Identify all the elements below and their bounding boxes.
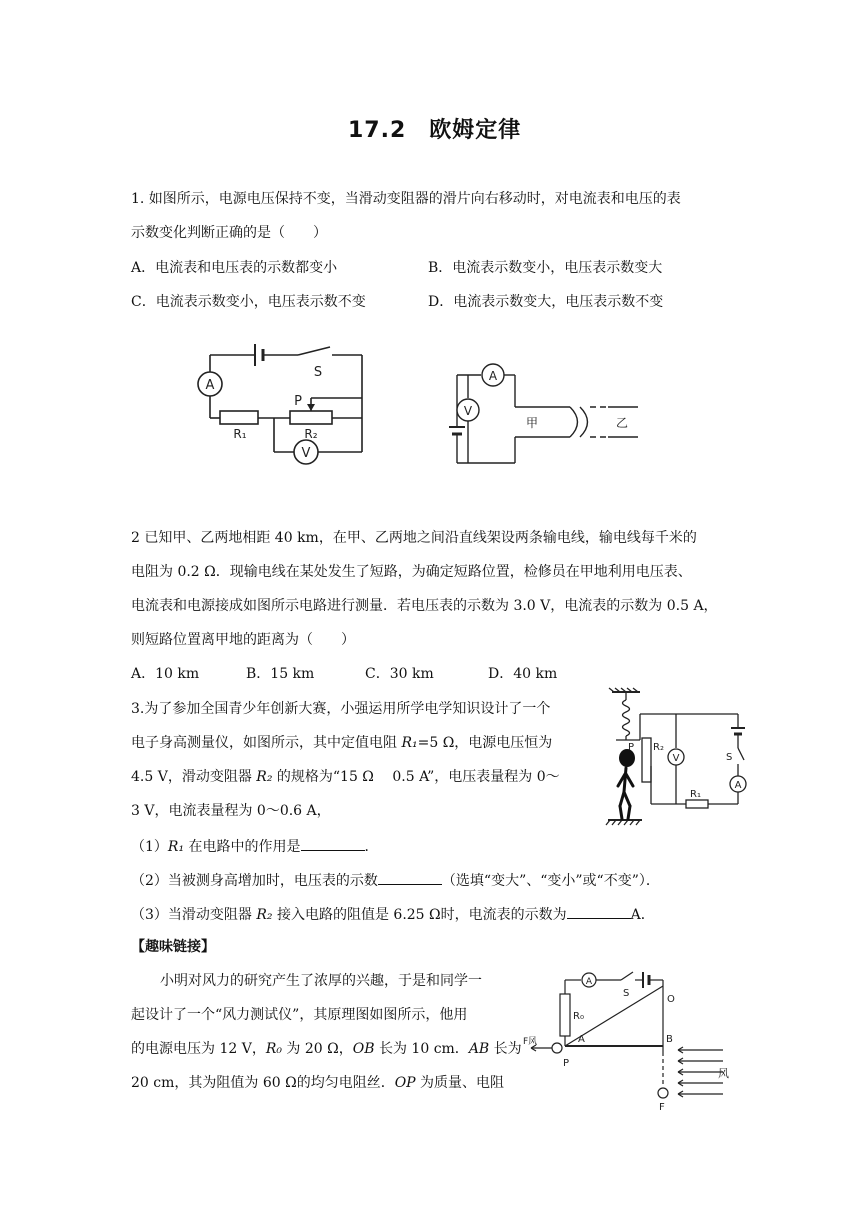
q3-line2-r1: R₁ <box>401 735 418 751</box>
fun-line4-a: 20 cm，其为阻值为 60 Ω的均匀电阻丝． <box>131 1075 395 1091</box>
fig2-jia-label: 甲 <box>526 416 539 430</box>
fig2-yi-label: 乙 <box>616 416 629 430</box>
q3-line3-text-c: 的规格为“15 Ω 0.5 A”，电压表量程为 0～ <box>272 769 560 785</box>
q3-sub3-blank[interactable] <box>567 902 631 919</box>
fig3-s-label: S <box>726 752 733 763</box>
q2-option-a: A．10 km <box>131 666 200 682</box>
fun-line3-ob: OB <box>352 1041 375 1057</box>
fig4-a-label: A <box>578 1034 585 1045</box>
figure-2-circuit <box>440 355 640 475</box>
page-title: 17.2 欧姆定律 <box>348 118 522 143</box>
fun-line4 <box>131 1072 504 1094</box>
q1-option-c: C．电流表示数变小，电压表示数不变 <box>131 294 366 310</box>
q3-line2 <box>131 732 552 754</box>
figure-4-wind-tester <box>523 962 738 1112</box>
fig3-a-label: A <box>734 780 742 791</box>
fun-line4-c: 为质量、电阻 <box>415 1075 505 1091</box>
q3-sub3-text-c: 接入电路的阻值是 6.25 Ω时，电流表的示数为 <box>272 907 567 923</box>
q3-sub1 <box>131 834 379 858</box>
fig4-b-label: B <box>666 1034 673 1045</box>
q3-line3-r2: R₂ <box>256 769 273 785</box>
fun-heading: 【趣味链接】 <box>131 939 215 955</box>
figure-1-circuit <box>190 340 380 470</box>
fig3-p-label: P <box>628 742 635 753</box>
fig4-wind-label: 风 <box>718 1067 729 1080</box>
fig4-s-label: S <box>623 988 630 999</box>
fun-line3-c: 为 20 Ω， <box>281 1041 353 1057</box>
q3-sub2-text-b: （选填“变大”、“变小”或“不变”）． <box>441 873 660 889</box>
fig1-ammeter-label: A <box>205 378 215 393</box>
fun-line3 <box>131 1038 522 1060</box>
q2-option-c: C．30 km <box>365 666 434 682</box>
q3-line1: 3.为了参加全国青少年创新大赛，小强运用所学电学知识设计了一个 <box>131 701 551 717</box>
fig4-r0-label: R₀ <box>573 1011 584 1022</box>
fun-line1: 小明对风力的研究产生了浓厚的兴趣，于是和同学一 <box>160 973 482 989</box>
fig3-r1-label: R₁ <box>690 789 701 800</box>
q3-sub3-text-a: （3）当滑动变阻器 <box>131 907 257 923</box>
q3-line4: 3 V，电流表量程为 0～0.6 A， <box>131 803 331 819</box>
figure-3-height-meter <box>598 688 758 833</box>
fig3-v-label: V <box>672 753 680 764</box>
q3-sub1-text: 在电路中的作用是 <box>184 839 301 855</box>
fig1-r1-label: R₁ <box>233 427 247 441</box>
q1-option-a: A．电流表和电压表的示数都变小 <box>131 260 338 276</box>
fig4-o-label: O <box>667 994 675 1005</box>
fig4-fwind-label: F风 <box>523 1037 538 1047</box>
q3-line3 <box>131 766 560 788</box>
fig4-f-label: F <box>659 1102 665 1113</box>
q1-option-b: B．电流表示数变小，电压表示数变大 <box>428 260 663 276</box>
q3-sub1-blank[interactable] <box>301 834 365 851</box>
q2-line2: 电阻为 0.2 Ω．现输电线在某处发生了短路，为确定短路位置，检修员在甲地利用电压表、 <box>131 564 692 580</box>
fig1-r2-label: R₂ <box>304 427 318 441</box>
fig3-r2-label: R₂ <box>653 742 664 753</box>
q3-line2-text-a: 电子身高测量仪，如图所示，其中定值电阻 <box>131 735 402 751</box>
fig2-voltmeter-label: V <box>463 404 473 418</box>
q2-line3: 电流表和电源接成如图所示电路进行测量．若电压表的示数为 3.0 V，电流表的示数为 0.5 A， <box>131 598 718 614</box>
q3-line3-text-a: 4.5 V，滑动变阻器 <box>131 769 257 785</box>
q2-option-d: D．40 km <box>488 666 558 682</box>
q3-sub1-r1: R₁ <box>167 839 185 855</box>
q3-sub1-suffix: ． <box>364 839 379 855</box>
q3-sub3-r2: R₂ <box>256 907 273 923</box>
q1-option-d: D．电流表示数变大，电压表示数不变 <box>428 294 664 310</box>
fig4-ammeter-label: A <box>585 977 593 987</box>
q2-line4: 则短路位置离甲地的距离为（ ） <box>131 632 355 648</box>
fig4-p-label: P <box>563 1058 570 1069</box>
q3-sub2 <box>131 868 660 892</box>
fun-line3-e: 长为 10 cm． <box>374 1041 469 1057</box>
q1-stem-line1: 1. 如图所示，电源电压保持不变，当滑动变阻器的滑片向右移动时，对电流表和电压的表 <box>131 191 681 207</box>
fun-line3-a: 的电源电压为 12 V， <box>131 1041 266 1057</box>
q3-sub3-suffix: A． <box>630 907 655 923</box>
q3-sub2-text-a: （2）当被测身高增加时，电压表的示数 <box>131 873 378 889</box>
q1-stem-line2: 示数变化判断正确的是（ ） <box>131 225 327 241</box>
fun-line3-g: 长为 <box>489 1041 522 1057</box>
fig2-ammeter-label: A <box>488 369 498 383</box>
q2-line1: 2 已知甲、乙两地相距 40 km，在甲、乙两地之间沿直线架设两条输电线，输电线每千米的 <box>131 530 697 546</box>
fig1-switch-label: S <box>313 365 323 380</box>
q3-sub3 <box>131 902 655 926</box>
q2-option-b: B．15 km <box>246 666 315 682</box>
q3-sub1-prefix: （1） <box>131 839 168 855</box>
fig1-voltmeter-label: V <box>301 446 311 461</box>
fun-line4-op: OP <box>394 1075 416 1091</box>
fun-line2: 起设计了一个“风力测试仪”，其原理图如图所示，他用 <box>131 1007 468 1023</box>
fig1-slider-label: P <box>294 394 302 409</box>
fun-line3-ab: AB <box>468 1041 490 1057</box>
q3-line2-text-c: =5 Ω，电源电压恒为 <box>417 735 553 751</box>
q3-sub2-blank[interactable] <box>378 868 442 885</box>
fun-line3-r0: R₀ <box>265 1041 282 1057</box>
